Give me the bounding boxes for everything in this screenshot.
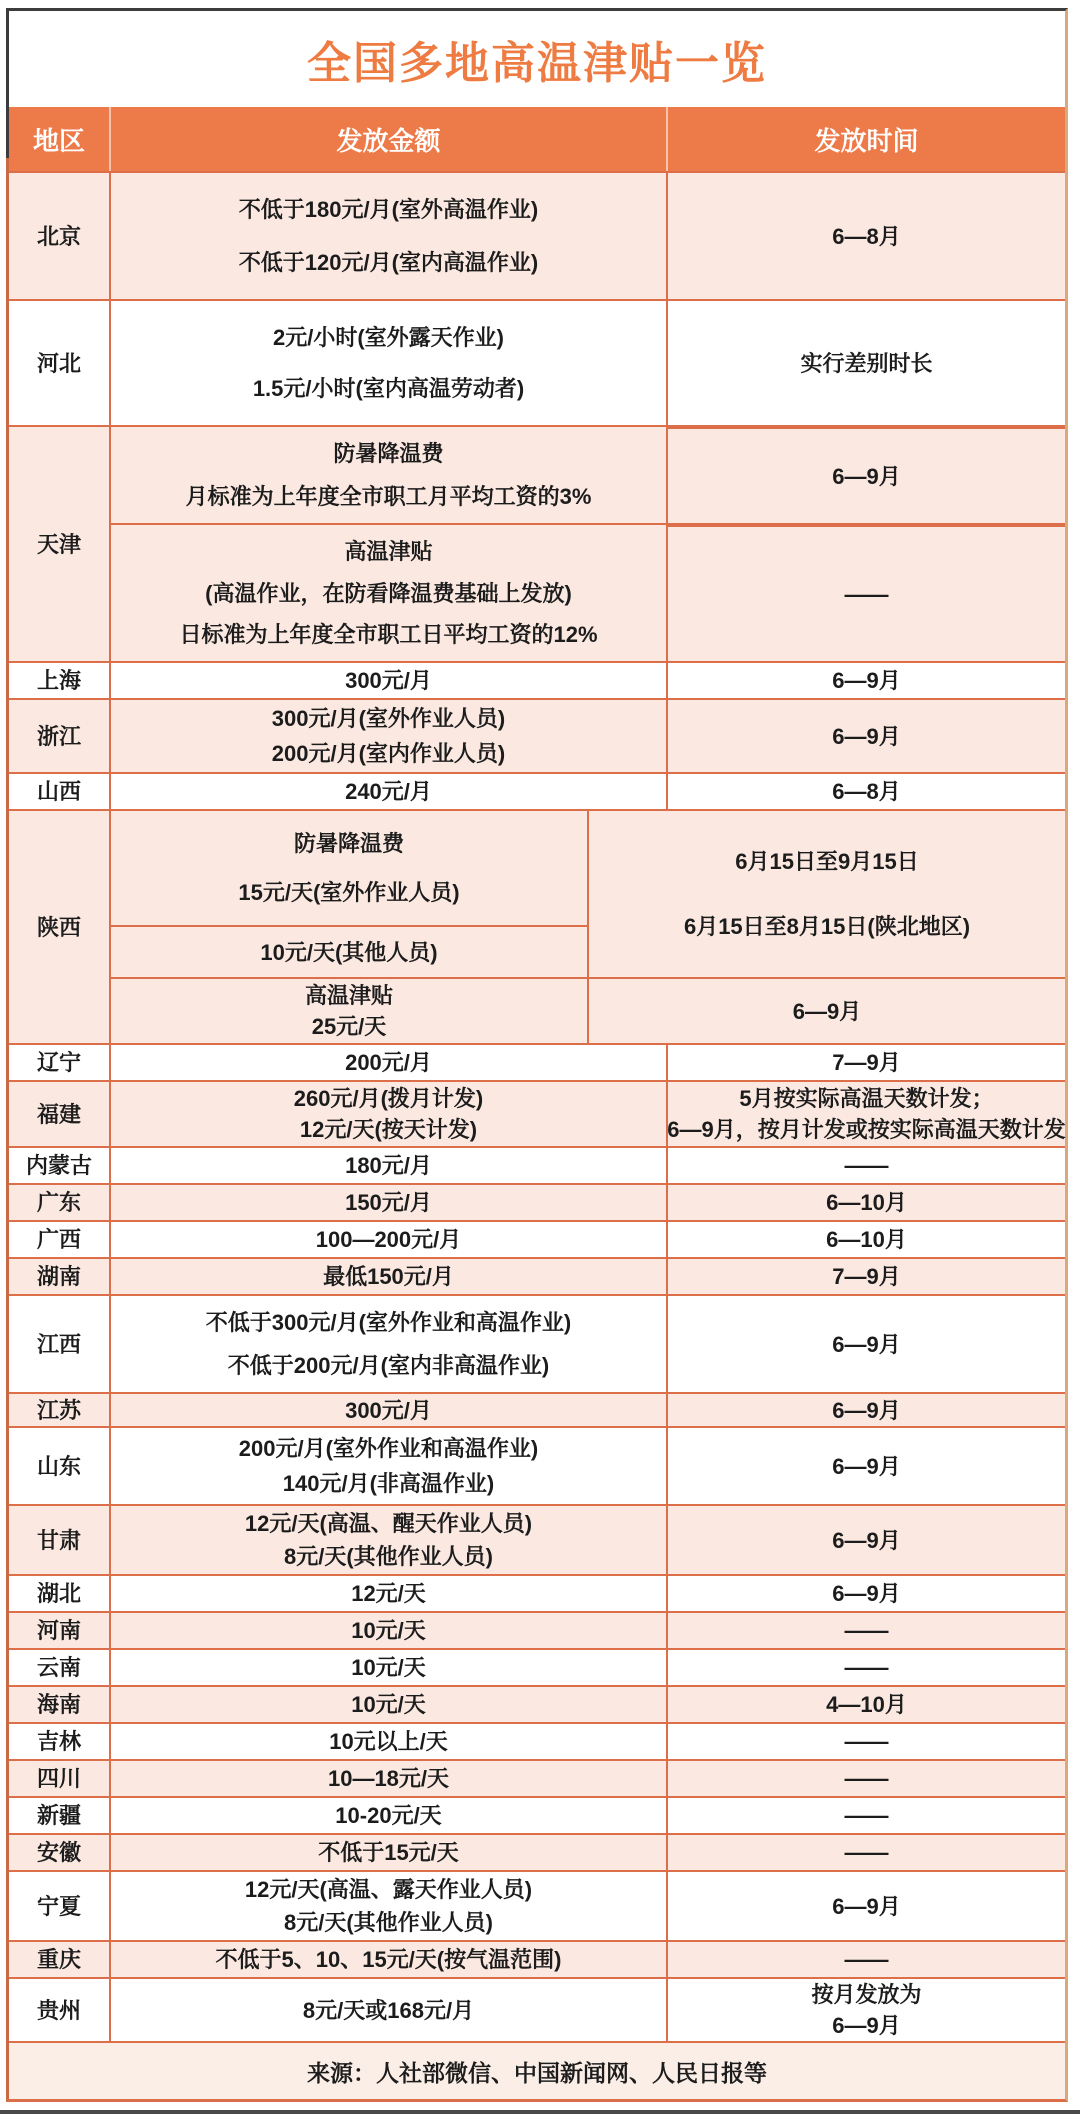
amount-cell: [109, 525, 666, 661]
cell-line: 260元/月(拨月计发): [293, 1085, 484, 1111]
table-row-jilin: [9, 1722, 1065, 1759]
cell-line: 8元/天(其他作业人员): [283, 1544, 493, 1569]
time-cell: [666, 1835, 1065, 1870]
region-label: 山东: [36, 1453, 81, 1479]
cell-line: ——: [844, 1840, 889, 1865]
region-label: 浙江: [36, 723, 81, 749]
amount-cell: [109, 1687, 666, 1722]
region-cell: [9, 811, 109, 1043]
cell-line: 12元/天(高温、露天作业人员): [244, 1877, 533, 1902]
time-cell: [666, 525, 1065, 661]
cell-line: 200元/月(室内作业人员): [271, 740, 506, 766]
cell-line: 6—9月: [792, 998, 862, 1024]
region-label: 福建: [36, 1101, 81, 1127]
amount-cell: [109, 1942, 666, 1977]
cell-line: (高温作业，在防看降温费基础上发放): [205, 580, 572, 606]
cell-line: 240元/月: [345, 779, 432, 804]
cell-line: 不低于180元/月(室外高温作业): [238, 197, 539, 223]
time-cell: [666, 1148, 1065, 1183]
infographic-card: [6, 8, 1068, 2102]
amount-cell: [111, 925, 587, 977]
table-row-guizhou: [9, 1977, 1065, 2041]
table-row-guangxi: [9, 1220, 1065, 1257]
time-cell: [666, 1761, 1065, 1796]
amount-cell: [109, 1185, 666, 1220]
time-cell: [666, 1082, 1065, 1146]
time-cell: [666, 663, 1065, 698]
cell-line: 10元/天: [351, 1655, 426, 1680]
cell-line: 6—9月: [832, 723, 901, 749]
cell-line: 不低于5、10、15元/天(按气温范围): [215, 1947, 562, 1972]
table-row-hainan: [9, 1685, 1065, 1722]
time-cell: [666, 1259, 1065, 1294]
region-cell: [9, 1872, 109, 1940]
table-row-chongqing: [9, 1940, 1065, 1977]
region-label: 陕西: [36, 914, 81, 940]
table-header: [9, 107, 1065, 171]
bottom-edge-line: [0, 2110, 1080, 2114]
amount-cell: [109, 1506, 666, 1574]
cell-line: ——: [844, 1766, 889, 1791]
cell-line: 6—9月，按月计发或按实际高温天数计发: [667, 1117, 1066, 1143]
table-row-sichuan: [9, 1759, 1065, 1796]
cell-line: 6—8月: [832, 223, 901, 249]
amount-cell: [109, 1613, 666, 1648]
time-cell: [666, 1185, 1065, 1220]
region-label: 广西: [36, 1227, 81, 1252]
time-cell: [666, 1506, 1065, 1574]
cell-line: 月标准为上年度全市职工月平均工资的3%: [185, 483, 592, 509]
cell-line: 不低于200元/月(室内非高温作业): [227, 1352, 550, 1378]
cell-line: 5月按实际高温天数计发；: [739, 1085, 994, 1111]
amount-cell: [109, 1394, 666, 1426]
cell-line: 防暑降温费: [293, 831, 404, 857]
cell-line: 25元/天: [311, 1014, 387, 1040]
region-label: 山西: [36, 779, 81, 804]
amount-cell: [109, 1872, 666, 1940]
time-cell: [589, 977, 1065, 1043]
table-row-jiangsu: [9, 1392, 1065, 1426]
region-label: 新疆: [36, 1803, 81, 1828]
amount-cell: [109, 301, 666, 425]
region-label: 河南: [36, 1618, 81, 1643]
region-label: 河北: [36, 350, 81, 376]
table-row-shanxi: [9, 772, 1065, 809]
table-row-guangdong: [9, 1183, 1065, 1220]
region-cell: [9, 1296, 109, 1392]
time-cell: [589, 811, 1065, 977]
cell-line: ——: [844, 1153, 889, 1178]
cell-line: 6—9月: [832, 668, 901, 693]
cell-line: 4—10月: [826, 1692, 907, 1717]
cell-line: 300元/月(室外作业人员): [271, 706, 506, 732]
cell-line: 8元/天(其他作业人员): [283, 1910, 493, 1935]
table-row-shanghai: [9, 661, 1065, 698]
region-label: 天津: [36, 531, 81, 557]
time-cell: [666, 774, 1065, 809]
region-label: 北京: [36, 223, 81, 249]
cell-line: 100—200元/月: [315, 1227, 462, 1252]
cell-line: 6—9月: [832, 1893, 901, 1919]
amount-cell: [109, 1979, 666, 2041]
region-label: 吉林: [36, 1729, 81, 1754]
region-cell: [9, 301, 109, 425]
amount-cell: [109, 173, 666, 299]
table-row-hubei: [9, 1574, 1065, 1611]
cell-line: 6—9月: [832, 2013, 901, 2038]
cell-line: 140元/月(非高温作业): [282, 1471, 495, 1497]
cell-line: 6—9月: [832, 1527, 901, 1553]
cell-line: ——: [844, 1618, 889, 1643]
time-cell: [666, 1650, 1065, 1685]
table-body: [9, 171, 1065, 2041]
region-label: 云南: [36, 1655, 81, 1680]
cell-line: 300元/月: [345, 668, 432, 693]
amount-cell: [109, 774, 666, 809]
sub-row: [109, 427, 1065, 523]
region-cell: [9, 1724, 109, 1759]
cell-line: 300元/月: [345, 1397, 432, 1423]
region-cell: [9, 1259, 109, 1294]
table-row-xinjiang: [9, 1796, 1065, 1833]
cell-line: 6—9月: [832, 1331, 901, 1357]
region-label: 江西: [36, 1331, 81, 1357]
cell-line: 150元/月: [345, 1190, 432, 1215]
cell-line: 6—9月: [832, 1581, 901, 1606]
amount-cell: [109, 1761, 666, 1796]
table-row-fujian: [9, 1080, 1065, 1146]
time-cell: [666, 700, 1065, 772]
cell-line: ——: [844, 1655, 889, 1680]
cell-line: ——: [844, 1729, 889, 1754]
time-cell: [666, 173, 1065, 299]
region-label: 辽宁: [36, 1050, 81, 1075]
region-cell: [9, 1835, 109, 1870]
cell-line: 不低于300元/月(室外作业和高温作业): [205, 1310, 572, 1336]
amount-cell: [109, 700, 666, 772]
time-cell: [666, 1222, 1065, 1257]
cell-line: 6—10月: [826, 1227, 907, 1252]
time-cell: [666, 1942, 1065, 1977]
amount-cell: [109, 663, 666, 698]
time-cell: [666, 1576, 1065, 1611]
time-cell: [666, 1872, 1065, 1940]
region-cell: [9, 173, 109, 299]
region-label: 贵州: [36, 1997, 81, 2023]
region-label: 江苏: [36, 1397, 81, 1423]
source-footer: 来源：人社部微信、中国新闻网、人民日报等: [9, 2041, 1065, 2099]
amount-cell: [109, 1296, 666, 1392]
time-cell: [666, 1428, 1065, 1504]
region-cell: [9, 1576, 109, 1611]
region-cell: [9, 1613, 109, 1648]
amount-cell: [109, 1045, 666, 1080]
header-time: 发放时间: [666, 107, 1065, 171]
cell-line: 8元/天或168元/月: [302, 1997, 475, 2023]
cell-line: 12元/天(高温、醒天作业人员): [244, 1511, 533, 1536]
time-cell: [666, 1798, 1065, 1833]
cell-line: 10元/天: [351, 1618, 426, 1643]
table-row-neimenggu: [9, 1146, 1065, 1183]
table-row-gansu: [9, 1504, 1065, 1574]
cell-line: ——: [844, 581, 889, 607]
region-label: 重庆: [36, 1947, 81, 1972]
amount-cell: [109, 1222, 666, 1257]
cell-line: 日标准为上年度全市职工日平均工资的12%: [179, 622, 598, 648]
cell-line: 10-20元/天: [335, 1803, 442, 1828]
time-cell: [666, 1394, 1065, 1426]
header-region: 地区: [32, 125, 85, 156]
cell-line: 10元以上/天: [329, 1729, 448, 1754]
region-label: 广东: [36, 1190, 81, 1215]
region-label: 海南: [36, 1692, 81, 1717]
cell-line: ——: [844, 1803, 889, 1828]
region-label: 四川: [36, 1766, 81, 1791]
region-cell: [9, 1082, 109, 1146]
amount-cell: [111, 977, 587, 1043]
cell-line: 6—8月: [832, 779, 901, 804]
cell-line: 12元/天(按天计发): [299, 1117, 478, 1143]
amount-stack: [109, 811, 587, 1043]
amount-cell: [111, 811, 587, 925]
region-label: 湖南: [36, 1264, 81, 1289]
cell-line: 2元/小时(室外露天作业): [272, 324, 504, 350]
region-cell: [9, 1222, 109, 1257]
time-cell: [666, 1296, 1065, 1392]
amount-cell: [109, 1082, 666, 1146]
cell-line: 6月15日至8月15日(陕北地区): [683, 914, 971, 940]
time-cell: [666, 427, 1065, 523]
title-block: [9, 11, 1065, 107]
cell-line: 6—9月: [832, 1453, 901, 1479]
cell-line: 高温津贴: [304, 982, 393, 1008]
region-cell: [9, 700, 109, 772]
cell-line: 7—9月: [832, 1264, 901, 1289]
cell-line: ——: [844, 1947, 889, 1972]
sub-row: [109, 523, 1065, 661]
cell-line: 6月15日至9月15日: [735, 848, 919, 874]
time-cell: [666, 1979, 1065, 2041]
time-stack: [587, 811, 1065, 1043]
region-cell: [9, 1506, 109, 1574]
time-cell: [666, 1724, 1065, 1759]
cell-line: 200元/月(室外作业和高温作业): [238, 1435, 539, 1461]
cell-line: 1.5元/小时(室内高温劳动者): [252, 376, 525, 402]
region-cell: [9, 663, 109, 698]
amount-cell: [109, 1259, 666, 1294]
cell-line: 不低于120元/月(室内高温作业): [238, 249, 539, 275]
region-cell: [9, 1979, 109, 2041]
region-cell: [9, 1687, 109, 1722]
table-row-hunan: [9, 1257, 1065, 1294]
region-label: 上海: [36, 668, 81, 693]
page-title: 全国多地高温津贴一览: [307, 39, 767, 88]
cell-line: 200元/月: [345, 1050, 432, 1075]
cell-line: 实行差别时长: [800, 350, 933, 376]
region-label: 湖北: [36, 1581, 81, 1606]
region-label: 安徽: [36, 1840, 81, 1865]
region-cell: [9, 1942, 109, 1977]
cell-line: 6—9月: [832, 463, 901, 489]
region-cell: [9, 427, 109, 661]
region-cell: [9, 1650, 109, 1685]
region-cell: [9, 1798, 109, 1833]
cell-line: 6—10月: [826, 1190, 907, 1215]
table-row-shaanxi: [9, 809, 1065, 1043]
table-row-beijing: [9, 171, 1065, 299]
table-row-jiangxi: [9, 1294, 1065, 1392]
table-row-yunnan: [9, 1648, 1065, 1685]
cell-line: 180元/月: [345, 1153, 432, 1178]
cell-line: 6—9月: [832, 1397, 901, 1423]
amount-cell: [109, 1428, 666, 1504]
amount-cell: [109, 1576, 666, 1611]
region-label: 甘肃: [36, 1527, 81, 1553]
amount-cell: [109, 1798, 666, 1833]
region-cell: [9, 1185, 109, 1220]
cell-line: 10元/天: [351, 1692, 426, 1717]
table-row-hebei: [9, 299, 1065, 425]
cell-line: 10元/天(其他人员): [260, 939, 438, 965]
table-row-liaoning: [9, 1043, 1065, 1080]
cell-line: 不低于15元/天: [318, 1840, 459, 1865]
cell-line: 最低150元/月: [323, 1264, 454, 1289]
region-label: 宁夏: [36, 1893, 81, 1919]
table-row-ningxia: [9, 1870, 1065, 1940]
cell-line: 10—18元/天: [327, 1766, 450, 1791]
table-row-zhejiang: [9, 698, 1065, 772]
amount-cell: [109, 1835, 666, 1870]
region-cell: [9, 1428, 109, 1504]
cell-line: 7—9月: [832, 1050, 901, 1075]
time-cell: [666, 1687, 1065, 1722]
region-cell: [9, 774, 109, 809]
region-cell: [9, 1394, 109, 1426]
table-row-tianjin: [9, 425, 1065, 661]
cell-line: 按月发放为: [811, 1982, 922, 2007]
cell-line: 15元/天(室外作业人员): [238, 879, 460, 905]
sub-rows: [109, 427, 1065, 661]
region-cell: [9, 1045, 109, 1080]
card-corner-shadow: [6, 8, 9, 158]
region-label: 内蒙古: [25, 1153, 92, 1178]
amount-cell: [109, 1148, 666, 1183]
time-cell: [666, 1045, 1065, 1080]
cell-line: 高温津贴: [344, 538, 433, 564]
amount-cell: [109, 1650, 666, 1685]
table-row-henan: [9, 1611, 1065, 1648]
amount-cell: [109, 427, 666, 523]
header-amount: 发放金额: [109, 107, 666, 171]
table-row-anhui: [9, 1833, 1065, 1870]
table-row-shandong: [9, 1426, 1065, 1504]
region-cell: [9, 1148, 109, 1183]
region-cell: [9, 1761, 109, 1796]
cell-line: 12元/天: [351, 1581, 426, 1606]
time-cell: [666, 1613, 1065, 1648]
amount-cell: [109, 1724, 666, 1759]
cell-line: 防暑降温费: [333, 441, 444, 467]
time-cell: [666, 301, 1065, 425]
